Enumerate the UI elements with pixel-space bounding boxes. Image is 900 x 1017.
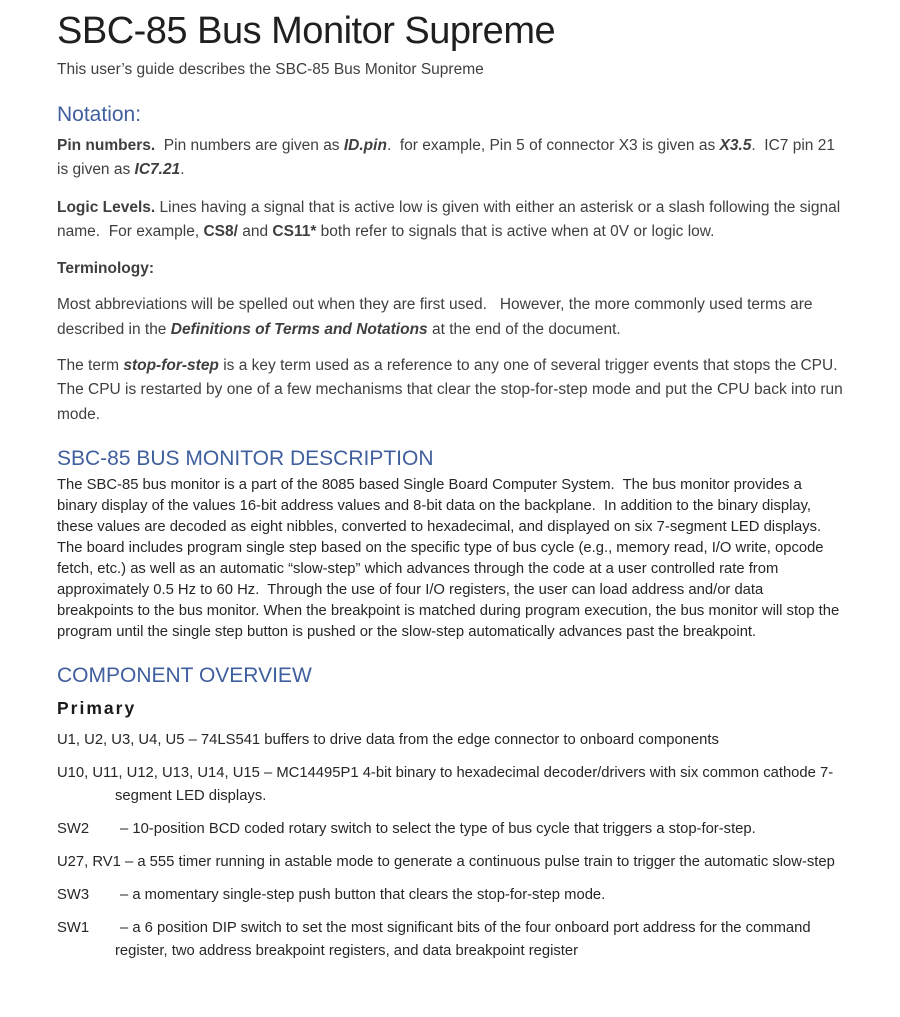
component-row: [57, 762, 843, 808]
section-components: [57, 662, 843, 963]
para-terminology: Terminology:: [57, 260, 155, 278]
component-text: U10, U11, U12, U13, U14, U15 – MC14495P1 4-bit binary to hexadecimal decoder/drivers with six common cathode 7-segment LED displays.: [57, 764, 834, 804]
section-notation: [57, 102, 848, 427]
component-list: [57, 729, 843, 963]
component-text: – a 6 position DIP switch to set the most significant bits of the four onboard port address for the command register, two address breakpoint registers, and data breakpoint register: [115, 919, 815, 959]
para-description: The SBC-85 bus monitor is a part of the 8085 based Single Board Computer System. The bus monitor provides a binary display of the values 16-bit address values and 8-bit data on the backplane. In addition to the binary display, these values are decoded as eight nibbles, converted to hexadecimal, and displayed on six 7-segment LED displays. The board includes program single step based on the specific type of bus cycle (e.g., memory read, I/O write, opcode fetch, etc.) as well as an automatic “slow-step” which advances through the code at a user controlled rate from approximately 0.5 Hz to 60 Hz. Through the use of four I/O registers, the user can load address and/or data breakpoints to the bus monitor. When the breakpoint is matched during program execution, the bus monitor will stop the program until the single step button is pushed or the slow-step automatically advances past the breakpoint.: [57, 476, 844, 640]
heading-description: SBC-85 BUS MONITOR DESCRIPTION: [57, 446, 434, 470]
para-logic-levels: Logic Levels. Lines having a signal that is active low is given with either an asterisk or a slash following the signal name. For example, CS8/ and CS11* both refer to signals that is active when at 0V or logic low.: [57, 198, 845, 240]
component-label: SW3: [57, 886, 90, 903]
component-text: – a momentary single-step push button that clears the stop-for-step mode.: [120, 886, 606, 903]
page-subtitle: This user’s guide describes the SBC-85 Bus Monitor Supreme: [57, 61, 484, 78]
para-stop-for-step: The term stop-for-step is a key term used as a reference to any one of several trigger events that stops the CPU. The CPU is restarted by one of a few mechanisms that clear the stop-for-step mode and put the CPU back into run mode.: [57, 357, 848, 423]
heading-notation: Notation:: [57, 103, 142, 126]
component-text: U1, U2, U3, U4, U5 – 74LS541 buffers to drive data from the edge connector to onboard components: [57, 731, 719, 748]
component-row: [57, 818, 843, 841]
para-pin-numbers: Pin numbers. Pin numbers are given as ID.pin. for example, Pin 5 of connector X3 is given as X3.5. IC7 pin 21 is given as IC7.21.: [57, 137, 840, 179]
component-label: SW1: [57, 919, 90, 936]
page-title: SBC-85 Bus Monitor Supreme: [57, 10, 556, 52]
heading-components: COMPONENT OVERVIEW: [57, 663, 312, 687]
component-row: [57, 884, 843, 907]
subheading-primary: Primary: [57, 697, 137, 718]
component-label: SW2: [57, 820, 90, 837]
component-text: U27, RV1 – a 555 timer running in astable mode to generate a continuous pulse train to trigger the automatic slow-step: [57, 853, 835, 870]
para-abbreviations: Most abbreviations will be spelled out when they are first used. However, the more commonly used terms are described in the Definitions of Terms and Notations at the end of the document.: [57, 296, 817, 338]
component-text: – 10-position BCD coded rotary switch to select the type of bus cycle that triggers a stop-for-step.: [120, 820, 756, 837]
component-row: [57, 851, 843, 874]
component-row: [57, 729, 843, 752]
section-description: [57, 445, 843, 643]
component-row: [57, 917, 843, 963]
